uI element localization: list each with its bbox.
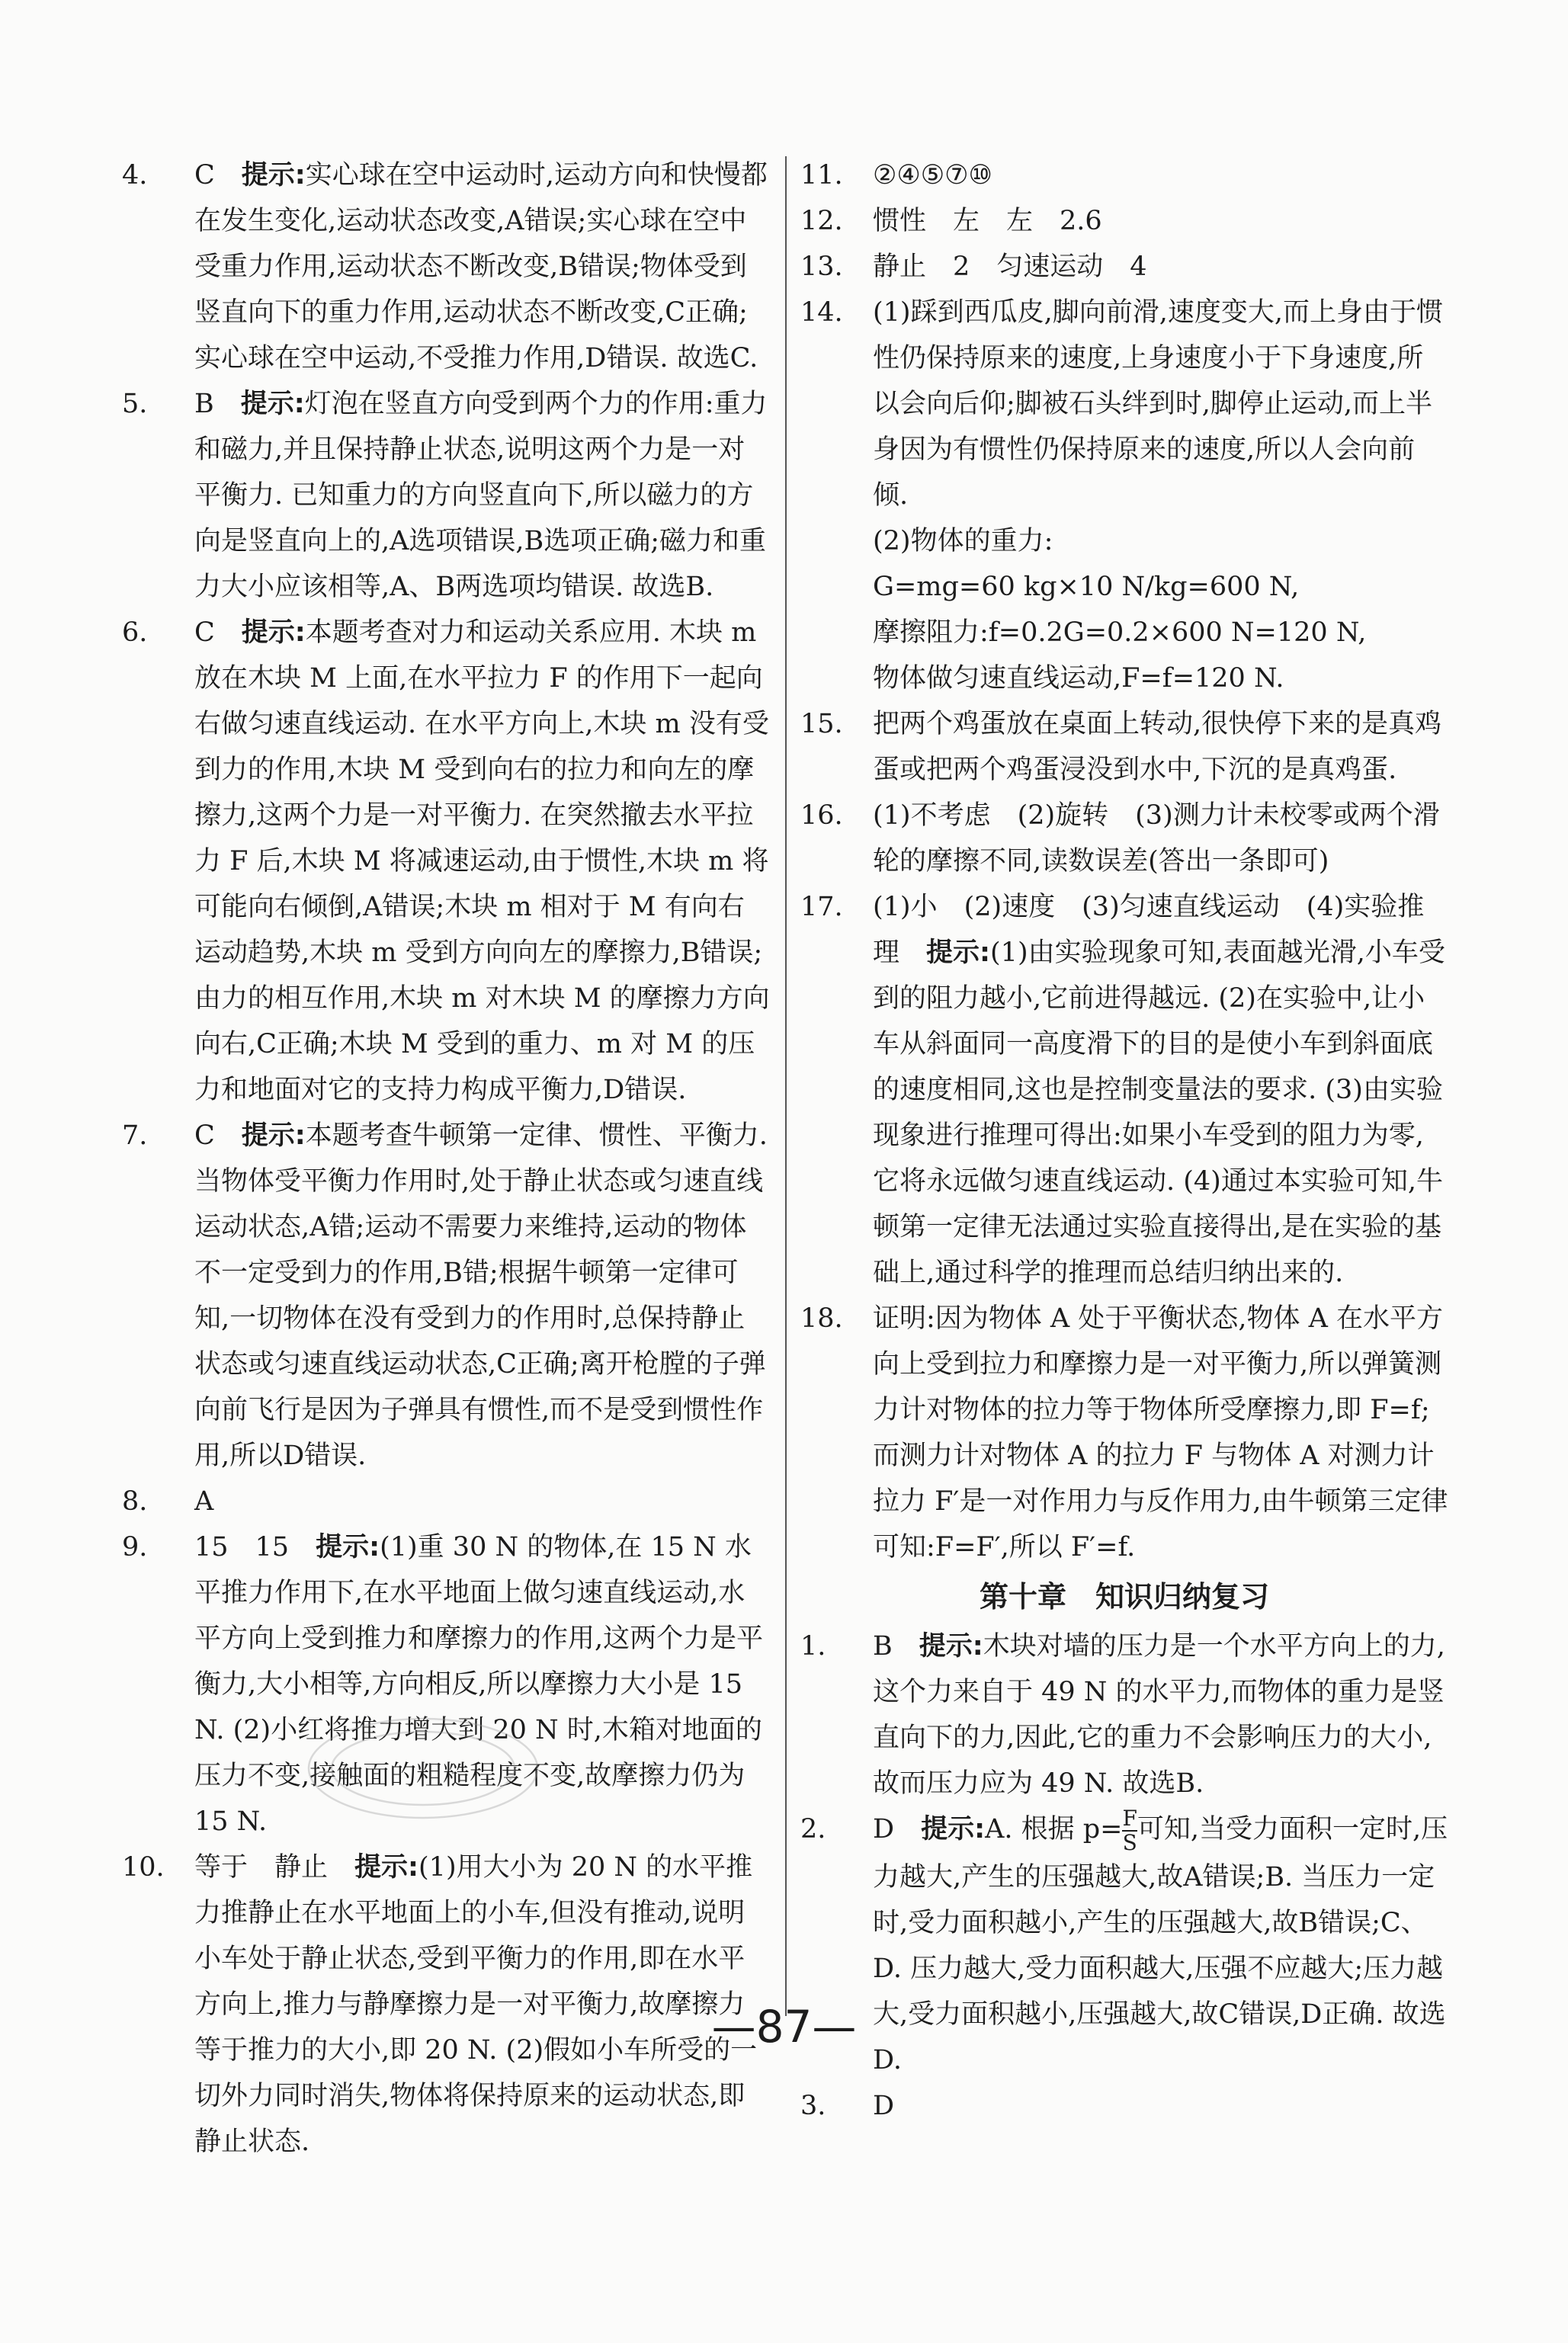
hint-text: 可知,当受力面积一定时,压力越大,产生的压强越大,故A错误;B. 当压力一定时,受力面积越小,产生的压强越大,故B错误;C、D. 压力越大,受力面积越大,压强不应越大;压力越大,受力面积越小,压强越大,故C错误,D正确. 故选D. (873, 1814, 1448, 2075)
hint-text: 本题考查牛顿第一定律、惯性、平衡力. 当物体受平衡力作用时,处于静止状态或匀速直线运动状态,A错;运动不需要力来维持,运动的物体不一定受到力的作用,B错;根据牛顿第一定律可知,一切物体在没有受到力的作用时,总保持静止状态或匀速直线运动状态,C正确;离开枪膛的子弹向前飞行是因为子弹具有惯性,而不是受到惯性作用,所以D错误. (194, 1120, 768, 1471)
hint-text: (1)重 30 N 的物体,在 15 N 水平推力作用下,在水平地面上做匀速直线运动,水平方向上受到推力和摩擦力的作用,这两个力是平衡力,大小相等,方向相反,所以摩擦力大小是 15 N. (2)小红将推力增大到 20 N 时,木箱对地面的压力不变,接触面的粗糙程度不变,故摩擦力仍为 15 N. (194, 1532, 764, 1837)
item-answer: C (194, 160, 215, 191)
item-answer: 静止 2 匀速运动 4 (873, 252, 1147, 282)
answer-item-6 (122, 610, 770, 1113)
hint-label: 提示: (926, 938, 991, 968)
hint-text: 实心球在空中运动时,运动方向和快慢都在发生变化,运动状态改变,A错误;实心球在空中受重力作用,运动状态不断改变,B错误;物体受到竖直向下的重力作用,运动状态不断改变,C正确;实心球在空中运动,不受推力作用,D错误. 故选C. (194, 160, 768, 373)
hint-label: 提示: (921, 1814, 986, 1845)
chapter-item-1 (800, 1623, 1448, 1806)
item-text: (1)踩到西瓜皮,脚向前滑,速度变大,而上身由于惯性仍保持原来的速度,上身速度小于下身速度,所以会向后仰;脚被石头绊到时,脚停止运动,而上半身因为有惯性仍保持原来的速度,所以人会向前倾. (873, 297, 1443, 511)
item-answer: D (873, 1814, 895, 1845)
fraction-denominator: S (1122, 1829, 1137, 1855)
hint-text: 木块对墙的压力是一个水平方向上的力,这个力来自于 49 N 的水平力,而物体的重力是竖直向下的力,因此,它的重力不会影响压力的大小,故而压力应为 49 N. 故选B. (873, 1631, 1445, 1799)
item-number: 17. (800, 892, 843, 922)
hint-label: 提示: (241, 617, 306, 648)
item-number: 10. (122, 1852, 165, 1883)
item-answer: C (194, 617, 215, 648)
hint-label: 提示: (354, 1852, 419, 1883)
answer-item-13 (800, 244, 1448, 290)
item-number: 9. (122, 1532, 148, 1563)
chapter-item-3 (800, 2083, 1448, 2129)
item-answer: (1)小 (2)速度 (3)匀速直线运动 (4)实验推理 (873, 892, 1425, 968)
item-number: 8. (122, 1486, 148, 1517)
hint-label: 提示: (241, 160, 306, 191)
item-answer: 等于 静止 (194, 1852, 329, 1883)
page-number: —87— (711, 2001, 857, 2053)
item-text-line: (2)物体的重力: (873, 526, 1053, 556)
item-answer: 15 15 (194, 1532, 290, 1563)
item-number: 1. (800, 1631, 826, 1662)
answer-item-12 (800, 198, 1448, 244)
item-number: 5. (122, 389, 148, 419)
item-answer: B (194, 389, 214, 419)
item-number: 6. (122, 617, 148, 648)
fraction-f-over-s (1122, 1807, 1137, 1854)
item-answer: 惯性 左 左 2.6 (873, 206, 1102, 236)
item-number: 14. (800, 297, 843, 328)
item-text-line: 物体做匀速直线运动,F=f=120 N. (873, 663, 1284, 694)
item-number: 18. (800, 1303, 843, 1334)
answer-item-7 (122, 1113, 770, 1479)
chapter-heading: 第十章 知识归纳复习 (979, 1580, 1269, 1614)
item-number: 12. (800, 206, 843, 236)
item-number: 7. (122, 1120, 148, 1151)
item-text-line: G=mg=60 kg×10 N/kg=600 N, (873, 572, 1300, 602)
item-text: (1)不考虑 (2)旋转 (3)测力计未校零或两个滑轮的摩擦不同,读数误差(答出一条即可) (873, 800, 1440, 877)
fraction-numerator: F (1122, 1805, 1137, 1831)
item-number: 4. (122, 160, 148, 191)
right-column (800, 152, 1448, 2129)
left-column (122, 152, 770, 2165)
hint-text: 本题考查对力和运动关系应用. 木块 m 放在木块 M 上面,在水平拉力 F 的作用下一起向右做匀速直线运动. 在水平方向上,木块 m 没有受到力的作用,木块 M 受到向右的拉力和向左的摩擦力,这两个力是一对平衡力. 在突然撤去水平拉力 F 后,木块 M 将减速运动,由于惯性,木块 m 将可能向右倾倒,A错误;木块 m 相对于 M 有向右运动趋势,木块 m 受到方向向左的摩擦力,B错误;由力的相互作用,木块 m 对木块 M 的摩擦力方向向右,C正确;木块 M 受到的重力、m 对 M 的压力和地面对它的支持力构成平衡力,D错误. (194, 617, 770, 1105)
answer-item-17 (800, 884, 1448, 1296)
hint-label: 提示: (316, 1532, 380, 1563)
answer-item-14 (800, 290, 1448, 701)
item-number: 11. (800, 160, 843, 191)
item-answer: ②④⑤⑦⑩ (873, 160, 992, 191)
hint-text: (1)用大小为 20 N 的水平推力推静止在水平地面上的小车,但没有推动,说明小车处于静止状态,受到平衡力的作用,即在水平方向上,推力与静摩擦力是一对平衡力,故摩擦力等于推力的大小,即 20 N. (2)假如小车所受的一切外力同时消失,物体将保持原来的运动状态,即静止状态. (194, 1852, 758, 2157)
hint-text: 灯泡在竖直方向受到两个力的作用:重力和磁力,并且保持静止状态,说明这两个力是一对平衡力. 已知重力的方向竖直向下,所以磁力的方向是竖直向上的,A选项错误,B选项正确;磁力和重力大小应该相等,A、B两选项均错误. 故选B. (194, 389, 768, 602)
answer-item-8 (122, 1479, 770, 1524)
item-text: 证明:因为物体 A 处于平衡状态,物体 A 在水平方向上受到拉力和摩擦力是一对平衡力,所以弹簧测力计对物体的拉力等于物体所受摩擦力,即 F=f;而测力计对物体 A 的拉力 F 与物体 A 对测力计拉力 F′是一对作用力与反作用力,由牛顿第三定律可知:F=F′,所以 F′=f. (873, 1303, 1448, 1563)
answer-item-11 (800, 152, 1448, 198)
answer-item-15 (800, 701, 1448, 793)
hint-label: 提示: (240, 389, 305, 419)
item-answer: B (873, 1631, 893, 1662)
watermark-stamp (301, 1711, 545, 1825)
item-text-line: 摩擦阻力:f=0.2G=0.2×600 N=120 N, (873, 617, 1367, 648)
item-answer: A (194, 1486, 214, 1517)
item-number: 15. (800, 709, 843, 739)
item-number: 13. (800, 252, 843, 282)
hint-label: 提示: (919, 1631, 983, 1662)
item-number: 3. (800, 2090, 826, 2121)
item-answer: D (873, 2090, 895, 2121)
item-number: 16. (800, 800, 843, 831)
answer-item-18 (800, 1296, 1448, 1570)
column-divider (785, 156, 787, 2016)
hint-label: 提示: (241, 1120, 306, 1151)
item-number: 2. (800, 1814, 826, 1845)
answer-item-16 (800, 793, 1448, 884)
answer-item-5 (122, 381, 770, 610)
hint-text: (1)由实验现象可知,表面越光滑,小车受到的阻力越小,它前进得越远. (2)在实验中,让小车从斜面同一高度滑下的目的是使小车到斜面底的速度相同,这也是控制变量法的要求. (3)由实验现象进行推理可得出:如果小车受到的阻力为零,它将永远做匀速直线运动. (4)通过本实验可知,牛顿第一定律无法通过实验直接得出,是在实验的基础上,通过科学的推理而总结归纳出来的. (873, 938, 1445, 1288)
item-text: 把两个鸡蛋放在桌面上转动,很快停下来的是真鸡蛋或把两个鸡蛋浸没到水中,下沉的是真鸡蛋. (873, 709, 1442, 785)
hint-text-before: A. 根据 p= (985, 1814, 1123, 1845)
answer-item-4 (122, 152, 770, 381)
item-answer: C (194, 1120, 215, 1151)
